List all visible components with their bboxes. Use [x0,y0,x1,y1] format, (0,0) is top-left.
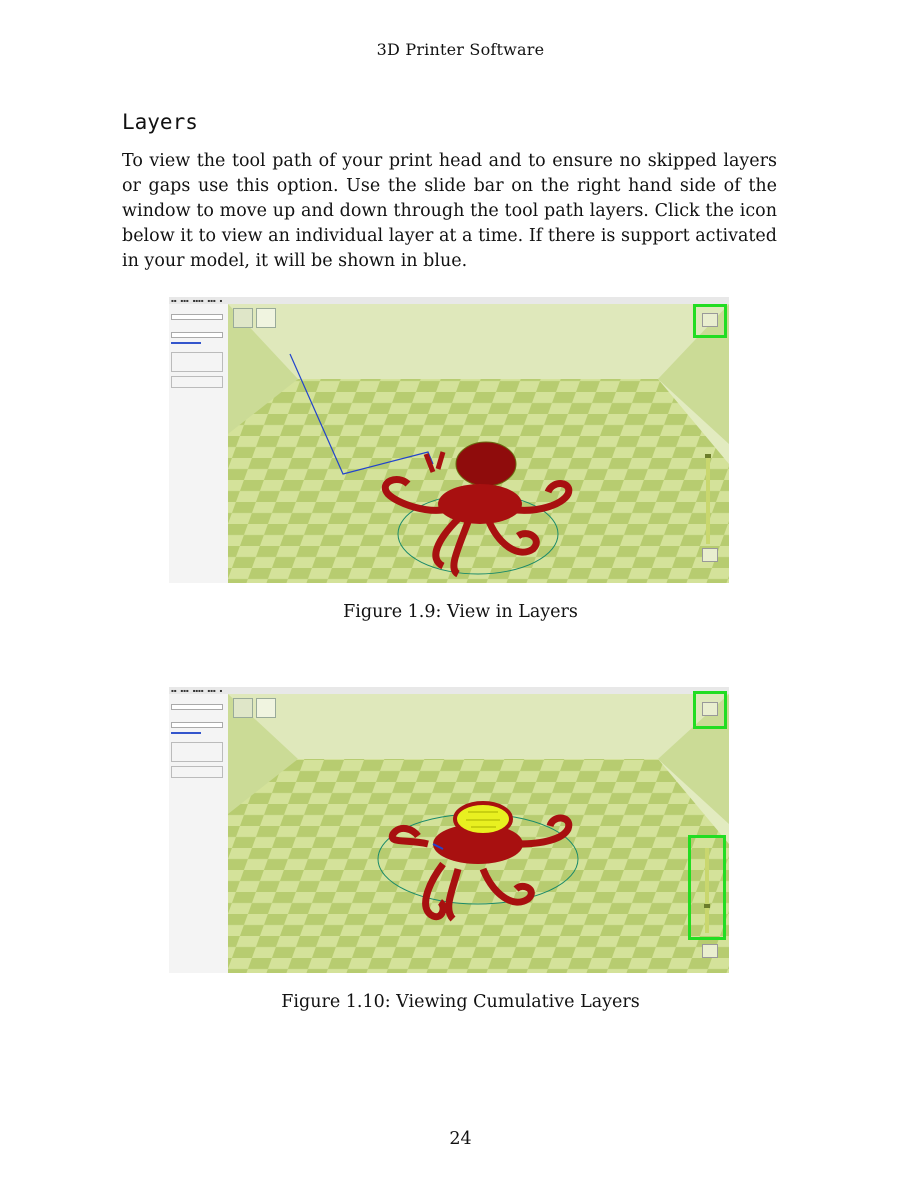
load-model-button[interactable] [233,308,253,328]
material-select [171,704,223,710]
layers-view-icon[interactable] [702,702,718,716]
options-group [171,376,223,388]
settings-link [171,732,201,734]
3d-viewport [228,304,729,583]
page-number: 24 [449,1129,472,1149]
layer-slider-knob[interactable] [704,904,710,908]
menu-item: ▪ [219,298,223,303]
layer-slider-knob[interactable] [705,454,711,458]
figure-caption: Figure 1.10: Viewing Cumulative Layers [281,992,640,1012]
figure-cumulative-layers [169,687,729,973]
print-mode-group [171,742,223,762]
layers-view-icon[interactable] [702,313,718,327]
menu-item: ▪▪▪ [180,298,189,303]
print-mode-group [171,352,223,372]
view-mode-button[interactable] [256,698,276,718]
menu-item: ▪▪▪ [180,688,189,693]
menu-item: ▪▪▪▪ [192,298,204,303]
profile-select [171,332,223,338]
3d-viewport [228,694,729,973]
layer-slider[interactable] [705,848,709,933]
section-title: Layers [122,110,198,134]
figure-caption: Figure 1.9: View in Layers [343,602,578,622]
app-side-panel [169,694,229,973]
app-side-panel [169,304,229,583]
load-model-button[interactable] [233,698,253,718]
page-header: 3D Printer Software [376,40,545,59]
single-layer-icon[interactable] [702,548,718,562]
material-select [171,314,223,320]
app-menubar [169,297,729,304]
view-mode-button[interactable] [256,308,276,328]
app-menubar [169,687,729,694]
menu-item: ▪▪▪▪ [192,688,204,693]
profile-select [171,722,223,728]
layer-slider[interactable] [706,454,710,544]
settings-link [171,342,201,344]
menu-item: ▪▪ [171,688,177,693]
figure-view-in-layers [169,297,729,583]
menu-item: ▪▪ [171,298,177,303]
menu-item: ▪▪▪ [207,688,216,693]
options-group [171,766,223,778]
body-paragraph: To view the tool path of your print head and to ensure no skipped layers or gaps use this option. Use the slide bar on the right hand side of the window to move up and down through the tool path layers. Click the icon below it to view an individual layer at a time. If there is support activated in your model, it will be shown in blue. [122,151,777,271]
menu-item: ▪▪▪ [207,298,216,303]
print-preview-scene [228,304,729,583]
print-preview-scene [228,694,729,973]
single-layer-icon[interactable] [702,944,718,958]
menu-item: ▪ [219,688,223,693]
